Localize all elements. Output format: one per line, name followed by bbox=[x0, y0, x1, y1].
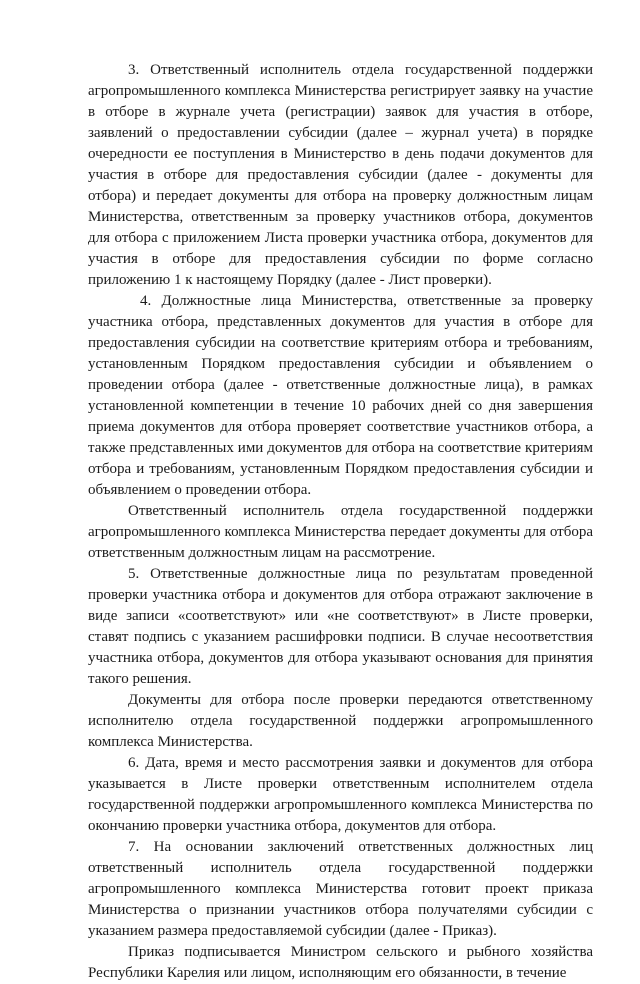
paragraph-transfer-docs: Ответственный исполнитель отдела государственной поддержки агропромышленного комплекса Министерства передает документы для отбора ответственным должностным лицам на рассмотрение. bbox=[88, 503, 593, 561]
document-page bbox=[88, 60, 593, 984]
paragraph-item-6: 6. Дата, время и место рассмотрения заявки и документов для отбора указывается в Листе проверки ответственным исполнителем отдела государственной поддержки агропромышленного комплекса Министерства по окончанию проверки участника отбора, документов для отбора. bbox=[88, 755, 593, 834]
paragraph-item-3: 3. Ответственный исполнитель отдела государственной поддержки агропромышленного комплекса Министерства регистрирует заявку на участие в отборе в журнале учета (регистрации) заявок для участия в отборе, заявлений о предоставлении субсидии (далее – журнал учета) в порядке очередности ее поступления в Министерство в день подачи документов для участия в отборе для предоставления субсидии (далее - документы для отбора) и передает документы для отбора на проверку должностным лицам Министерства, ответственным за проверку участников отбора, документов для отбора с приложением Листа проверки участника отбора, документов для участия в отборе для предоставления субсидии по форме согласно приложению 1 к настоящему Порядку (далее - Лист проверки). bbox=[88, 62, 593, 288]
paragraph-order-signing: Приказ подписывается Министром сельского и рыбного хозяйства Республики Карелия или лицом, исполняющим его обязанности, в течение bbox=[88, 944, 593, 981]
paragraph-item-7: 7. На основании заключений ответственных должностных лиц ответственный исполнитель отдела государственной поддержки агропромышленного комплекса Министерства готовит проект приказа Министерства о признании участников отбора получателями субсидии с указанием размера предоставляемой субсидии (далее - Приказ). bbox=[88, 839, 593, 939]
paragraph-item-4: 4. Должностные лица Министерства, ответственные за проверку участника отбора, представленных документов для участия в отборе для предоставления субсидии на соответствие критериям отбора и требованиям, установленным Порядком предоставления субсидии и объявлением о проведении отбора (далее - ответственные должностные лица), в рамках установленной компетенции в течение 10 рабочих дней со дня завершения приема документов для отбора проверяет соответствие участников отбора, а также представленных ими документов для отбора на соответствие критериям отбора и требованиям, установленным Порядком предоставления субсидии и объявлением о проведении отбора. bbox=[88, 293, 593, 498]
paragraph-item-5: 5. Ответственные должностные лица по результатам проведенной проверки участника отбора и документов для отбора отражают заключение в виде записи «соответствуют» или «не соответствуют» в Листе проверки, ставят подпись с указанием расшифровки подписи. В случае несоответствия участника отбора, документов для отбора указывают основания для принятия такого решения. bbox=[88, 566, 593, 687]
paragraph-docs-after-check: Документы для отбора после проверки передаются ответственному исполнителю отдела государственной поддержки агропромышленного комплекса Министерства. bbox=[88, 692, 593, 750]
